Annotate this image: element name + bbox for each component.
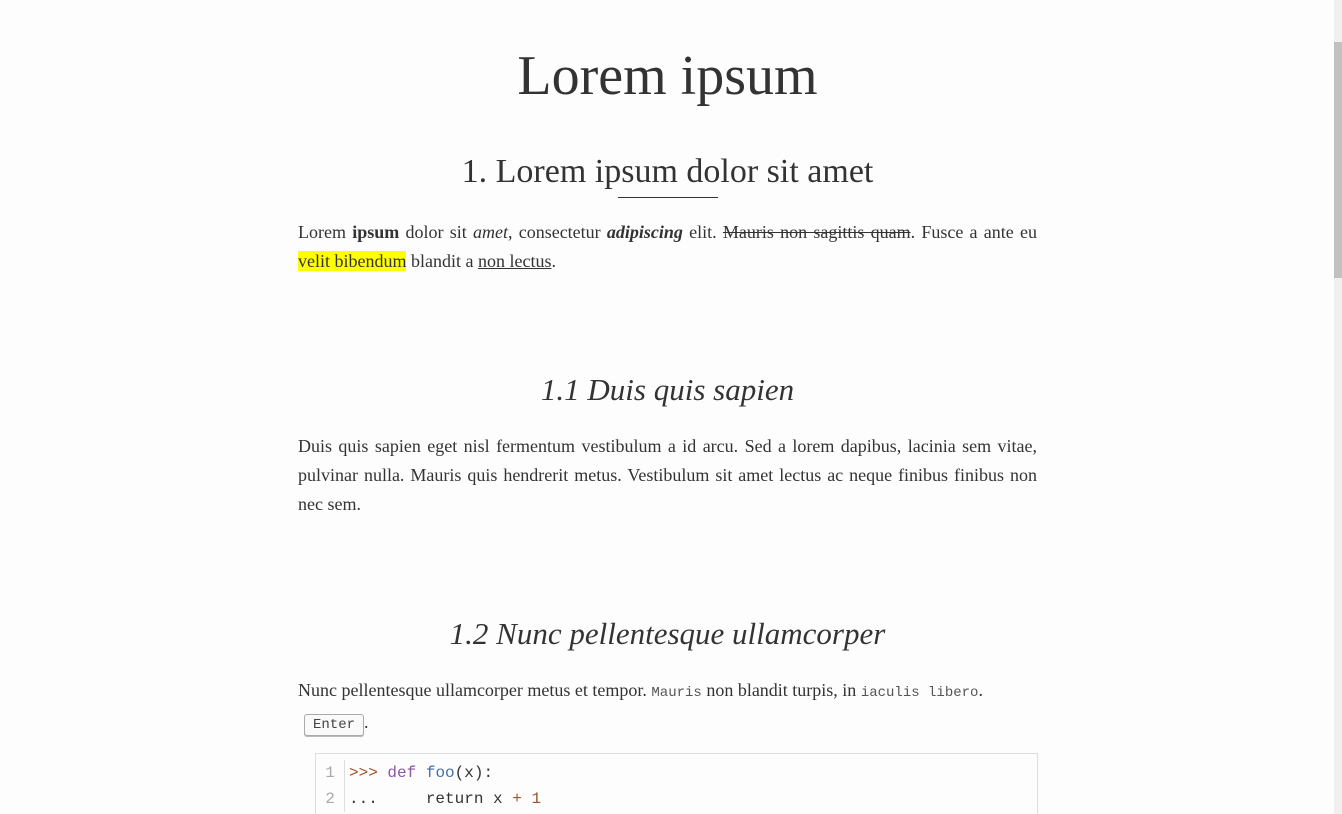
highlighted-text: velit bibendum <box>298 251 407 271</box>
document-title: Lorem ipsum <box>517 45 818 107</box>
enter-key: Enter <box>304 714 364 736</box>
vertical-scrollbar[interactable] <box>1334 0 1342 814</box>
code-line <box>316 786 541 812</box>
section-paragraph <box>298 218 1037 276</box>
bold-italic-text: adipiscing <box>606 222 683 242</box>
inline-code: Mauris <box>651 685 702 701</box>
subsection-1-paragraph: Duis quis sapien eget nisl fermentum vestibulum a id arcu. Sed a lorem dapibus, lacinia sem vitae, pulvinar nulla. Mauris quis hendrerit metus. Vestibulum sit amet lectus ac neque finibus finibus non nec sem. <box>298 436 1037 514</box>
text-run: . Fusce a ante eu <box>910 222 1037 242</box>
code-operator: + <box>512 790 522 808</box>
code-line <box>316 760 493 786</box>
section-title: 1. Lorem ipsum dolor sit amet <box>461 153 874 190</box>
strikethrough-text: Mauris non sagittis quam <box>722 222 911 242</box>
inline-code: iaculis libero <box>860 685 979 701</box>
text-run: . <box>364 712 369 732</box>
text-run: blandit a <box>406 251 478 271</box>
underlined-text: non lectus <box>477 251 552 271</box>
code-number: 1 <box>531 790 542 808</box>
section-title-underline <box>618 197 718 198</box>
code-keyword: def <box>387 764 417 782</box>
line-number: 2 <box>316 786 345 812</box>
text-run: elit. <box>682 222 723 242</box>
line-number: 1 <box>316 760 345 786</box>
code-text: (x): <box>454 764 494 782</box>
code-text: return x <box>377 790 513 808</box>
code-function-name: foo <box>425 764 455 782</box>
text-run: Nunc pellentesque ullamcorper metus et tempor. <box>298 680 652 700</box>
text-run: dolor sit <box>399 222 473 242</box>
code-prompt: >>> <box>349 764 378 782</box>
text-run: non blandit turpis, in <box>701 680 861 700</box>
bold-text: ipsum <box>352 222 400 242</box>
code-prompt: ... <box>349 790 378 808</box>
text-run: Lorem <box>298 222 353 242</box>
text-run: . <box>551 251 556 271</box>
code-block <box>315 753 1038 814</box>
subsection-2-paragraph <box>298 676 1037 737</box>
subsection-2-title: 1.2 Nunc pellentesque ullamcorper <box>449 616 886 651</box>
subsection-1-title: 1.1 Duis quis sapien <box>540 372 795 407</box>
text-run: . <box>978 680 983 700</box>
text-run: , consectetur <box>507 222 607 242</box>
italic-text: amet <box>472 222 508 242</box>
scrollbar-thumb[interactable] <box>1334 42 1342 278</box>
